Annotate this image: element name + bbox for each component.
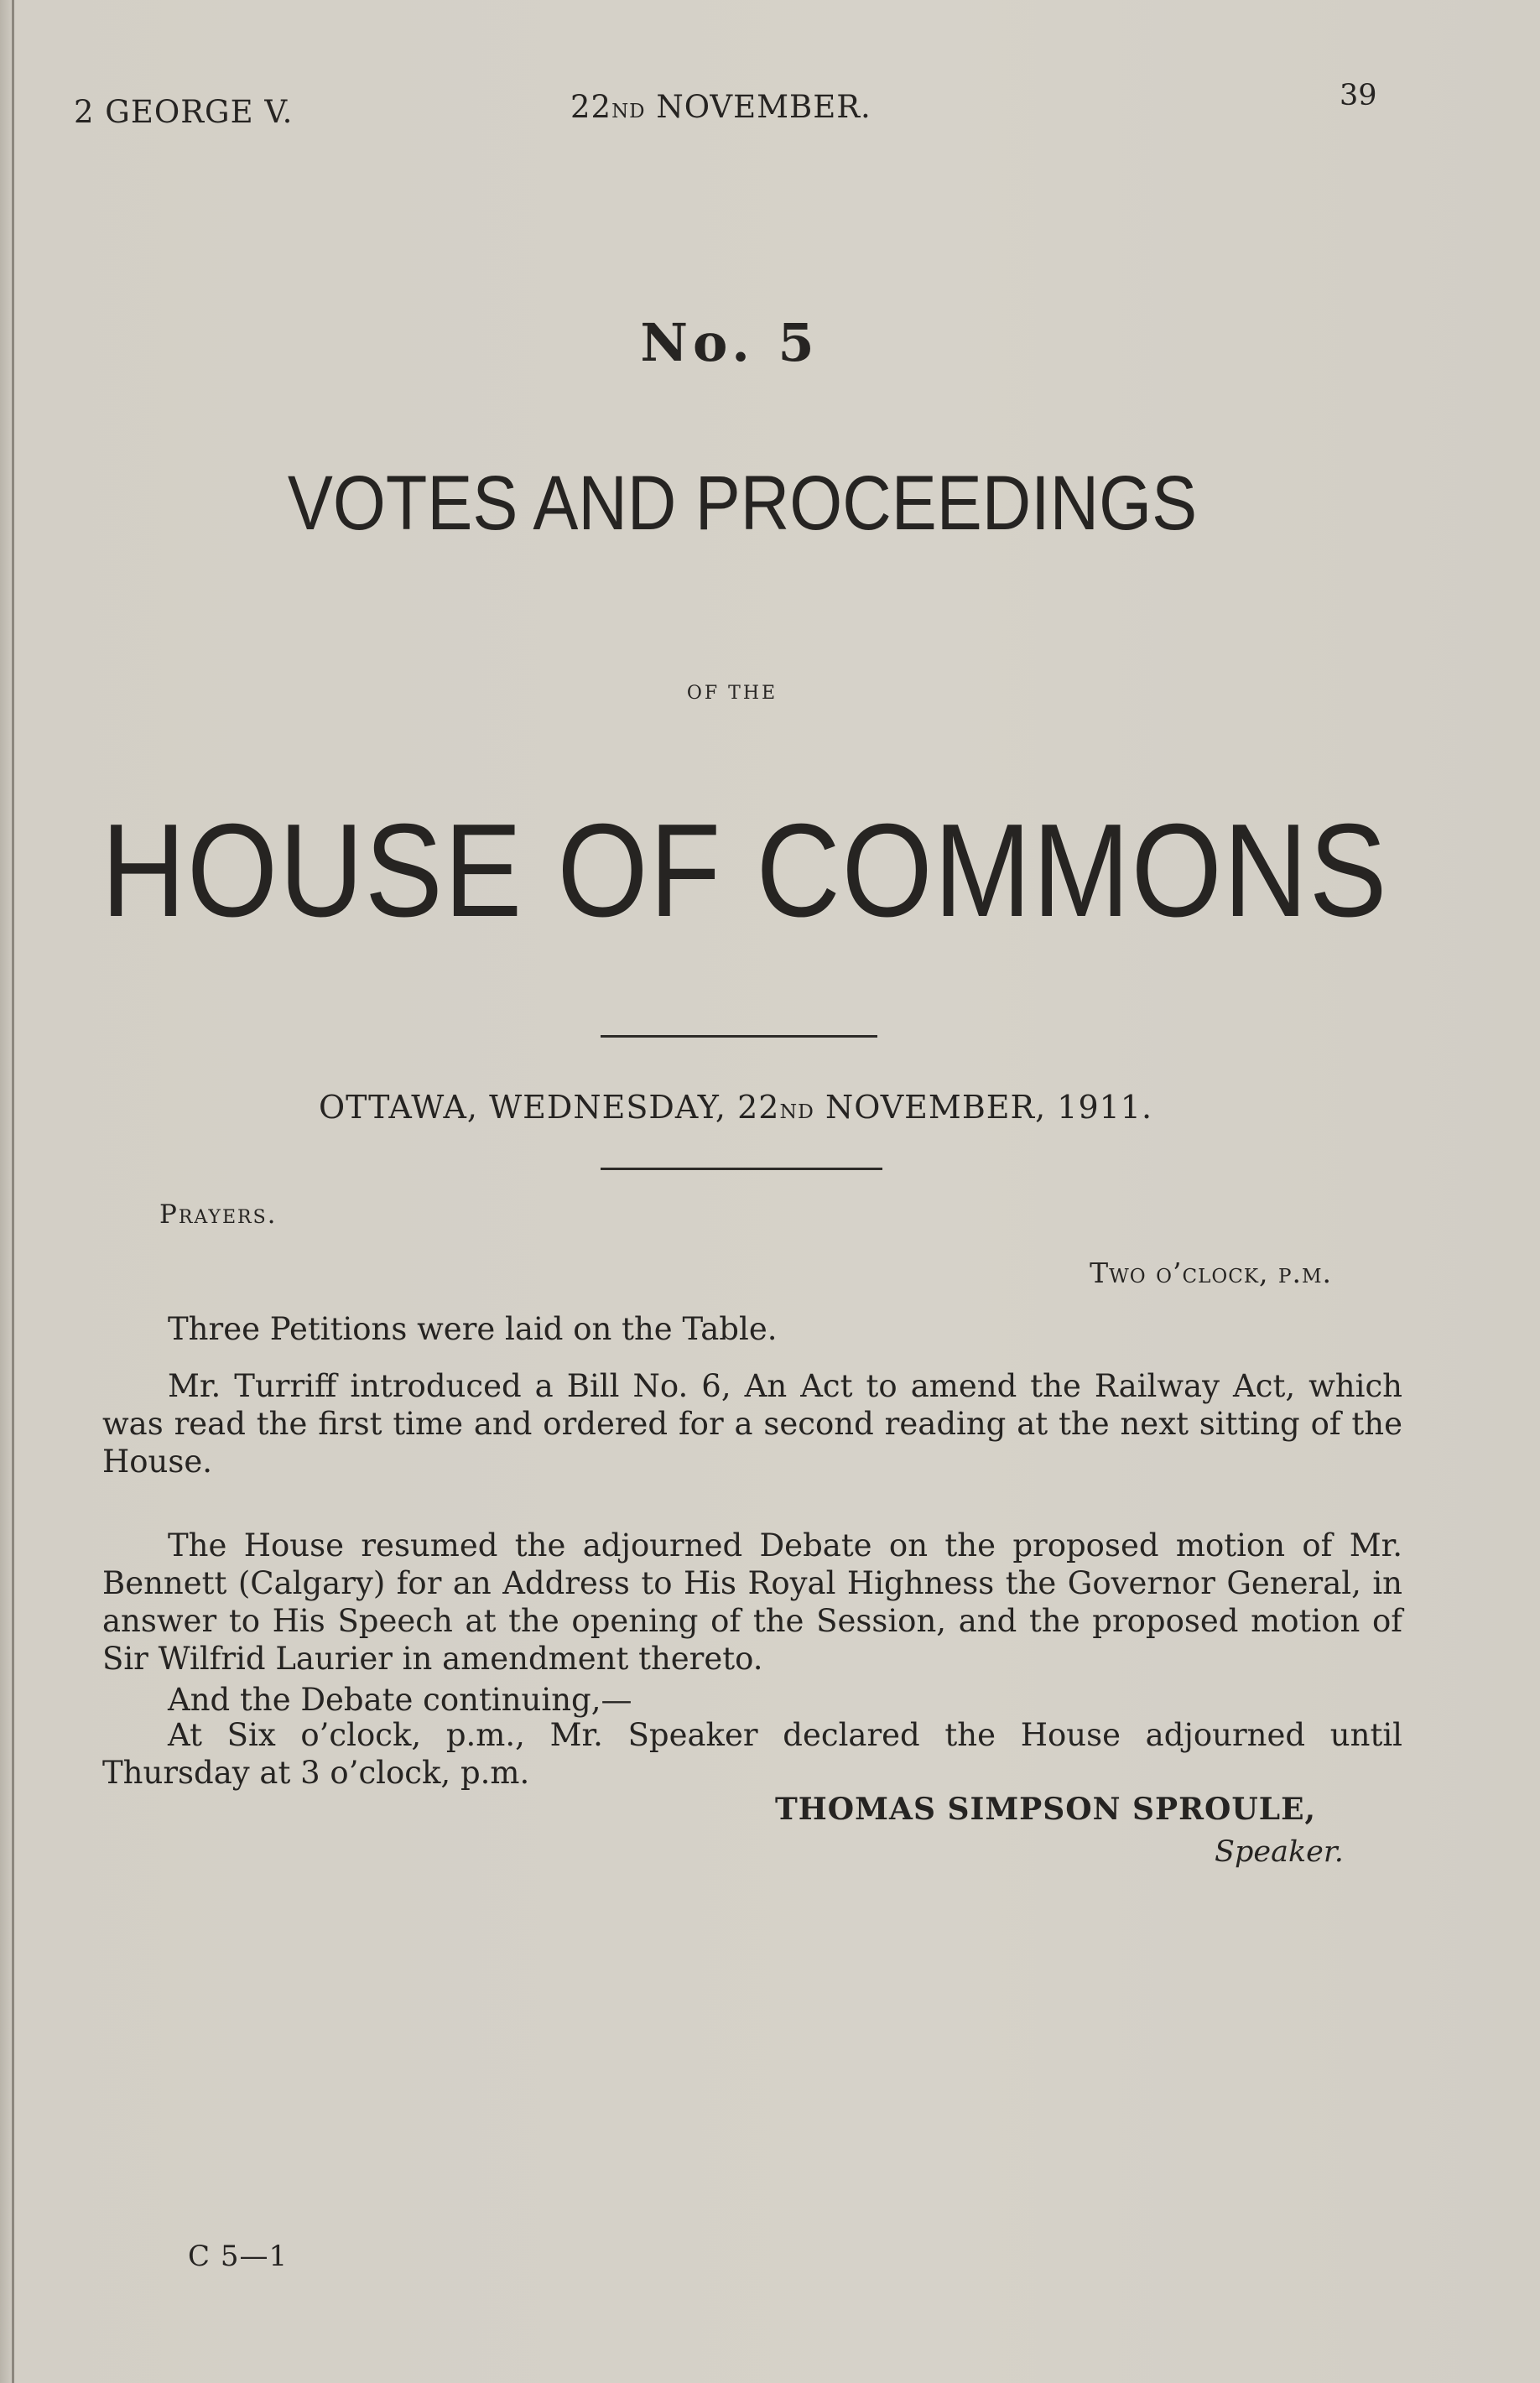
page-number: 39 (1340, 79, 1377, 112)
sitting-dateline (0, 1089, 1471, 1126)
dateline-start: OTTAWA, WEDNESDAY, 22 (318, 1089, 780, 1126)
adjournment-paragraph: At Six o’clock, p.m., Mr. Speaker declared the House adjourned until Thursday at 3 o’clock, p.m. (102, 1717, 1402, 1791)
header-date-day: 22 (570, 89, 612, 125)
divider-rule-top (601, 1035, 877, 1038)
petitions-paragraph: Three Petitions were laid on the Table. (168, 1311, 778, 1347)
speaker-name: THOMAS SIMPSON SPROULE, (775, 1792, 1317, 1827)
debate-paragraph: The House resumed the adjourned Debate on the proposed motion of Mr. Bennett (Calgary) for an Address to His Royal Highness the Governor General, in answer to His Speech at the opening of the Session, and the proposed motion of Sir Wilfrid Laurier in amendment thereto. (102, 1527, 1402, 1677)
header-date (570, 89, 871, 125)
title-votes-and-proceedings: VOTES AND PROCEEDINGS (287, 460, 1198, 546)
debate-continuing-paragraph: And the Debate continuing,— (168, 1682, 632, 1718)
speaker-title: Speaker. (1215, 1835, 1344, 1869)
prayers-heading: Prayers. (159, 1199, 278, 1230)
dateline-ordinal: ND (779, 1100, 814, 1123)
header-regnal-year: 2 GEORGE V. (74, 94, 294, 130)
title-house-of-commons: HOUSE OF COMMONS (101, 797, 1389, 944)
bill-paragraph: Mr. Turriff introduced a Bill No. 6, An Act to amend the Railway Act, which was read the first time and ordered for a second reading at the next sitting of the House. (102, 1368, 1402, 1480)
divider-rule-bottom (601, 1168, 882, 1170)
issue-number: No. 5 (640, 312, 819, 373)
header-date-ordinal: ND (611, 101, 646, 122)
signature-mark: C 5—1 (188, 2240, 289, 2273)
dateline-end: NOVEMBER, 1911. (814, 1089, 1153, 1126)
title-connector: OF THE (686, 683, 778, 704)
sitting-time: Two o’clock, p.m. (1090, 1257, 1332, 1289)
header-date-month: NOVEMBER. (656, 89, 871, 125)
